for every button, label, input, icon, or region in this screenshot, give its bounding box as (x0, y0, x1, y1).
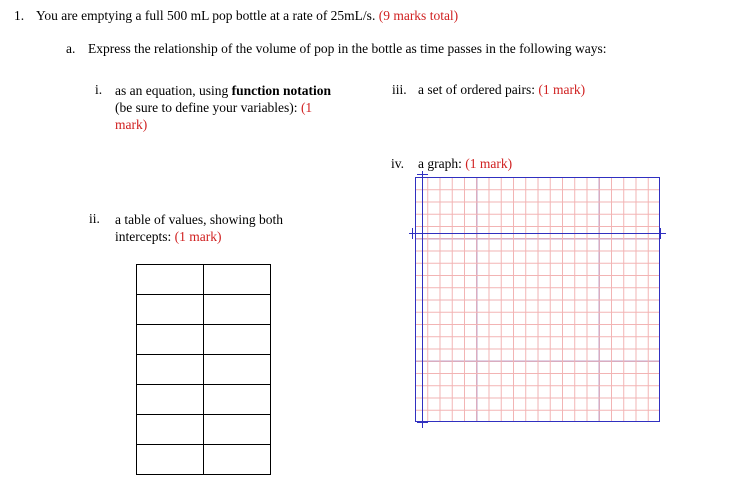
item-ii-text (115, 211, 335, 245)
table-row[interactable] (137, 445, 271, 475)
item-i-label: i. (95, 82, 103, 97)
question-stem (36, 8, 458, 24)
graph-tick-bottom (417, 422, 428, 423)
graph-vertical-axis (422, 171, 423, 428)
graph-border-bottom (415, 421, 660, 422)
item-iv-text-body: a graph: (418, 156, 462, 171)
item-i-text (115, 82, 340, 133)
question-stem-text: You are emptying a full 500 mL pop bottle at a rate of 25mL/s. (36, 8, 376, 23)
item-i-text-after: (be sure to define your variables): (115, 100, 298, 115)
table-row[interactable] (137, 385, 271, 415)
question-number: 1. (14, 8, 25, 23)
table-row[interactable] (137, 295, 271, 325)
table-cell[interactable] (204, 355, 271, 385)
table-row[interactable] (137, 265, 271, 295)
item-iv-mark: (1 mark) (465, 156, 513, 171)
item-iii-text-body: a set of ordered pairs: (418, 82, 535, 97)
item-iii-mark: (1 mark) (538, 82, 586, 97)
item-iv-text (418, 156, 512, 172)
item-ii-text-body: a table of values, showing both intercepts: (115, 212, 283, 244)
table-cell[interactable] (204, 325, 271, 355)
table-cell[interactable] (137, 265, 204, 295)
table-cell[interactable] (137, 355, 204, 385)
table-cell[interactable] (137, 325, 204, 355)
question-total-marks: (9 marks total) (378, 8, 459, 23)
table-cell[interactable] (204, 265, 271, 295)
table-of-values[interactable] (136, 264, 271, 475)
table-cell[interactable] (137, 445, 204, 475)
item-iv-label: iv. (391, 156, 404, 171)
graph-border-top (415, 177, 660, 178)
table-cell[interactable] (204, 295, 271, 325)
item-ii-mark: (1 mark) (174, 229, 222, 244)
item-i-bold-phrase: function notation (231, 83, 332, 98)
table-row[interactable] (137, 325, 271, 355)
graph-tick-top (417, 174, 428, 175)
graph-horizontal-axis (409, 233, 666, 234)
graph-tick-right (660, 228, 661, 239)
item-ii-label: ii. (89, 211, 100, 226)
graph-tick-left (412, 228, 413, 239)
item-iii-label: iii. (392, 82, 407, 97)
table-cell[interactable] (204, 415, 271, 445)
part-a-text: Express the relationship of the volume of pop in the bottle as time passes in the following ways: (88, 41, 607, 56)
item-i-mark: (1 mark) (115, 100, 313, 132)
table-cell[interactable] (204, 385, 271, 415)
table-cell[interactable] (204, 445, 271, 475)
table-row[interactable] (137, 355, 271, 385)
table-cell[interactable] (137, 385, 204, 415)
graph-grid[interactable] (415, 177, 660, 422)
graph-border-right (659, 177, 660, 422)
table-of-values-body (137, 265, 271, 475)
part-a-label: a. (66, 41, 76, 56)
graph-border-left (415, 177, 416, 422)
item-i-text-before: as an equation, using (115, 83, 232, 98)
table-cell[interactable] (137, 415, 204, 445)
table-row[interactable] (137, 415, 271, 445)
item-iii-text (418, 82, 585, 98)
table-cell[interactable] (137, 295, 204, 325)
